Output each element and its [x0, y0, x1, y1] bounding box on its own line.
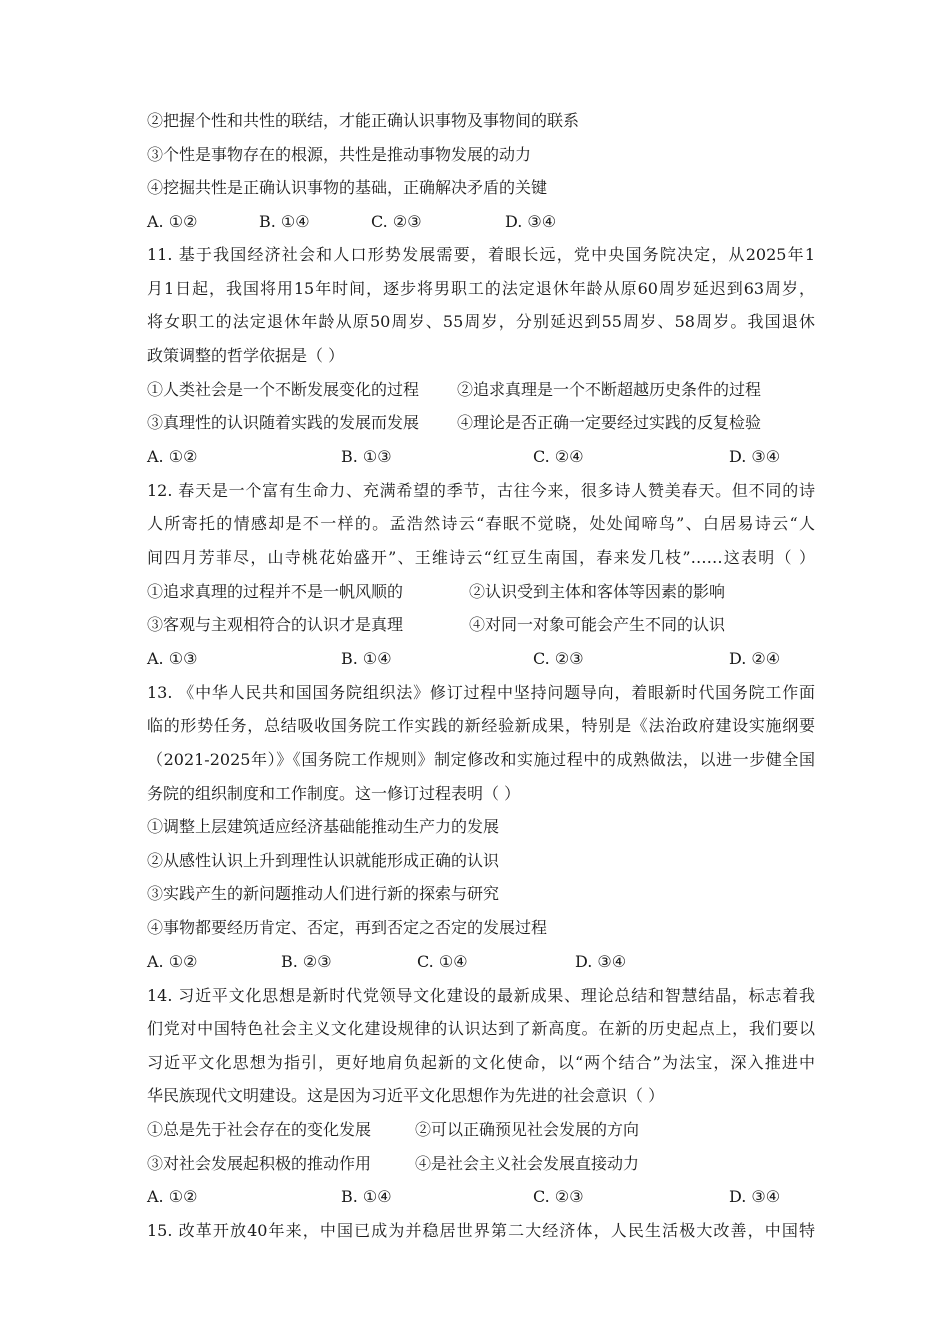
q13-statement-1: ①调整上层建筑适应经济基础能推动生产力的发展	[147, 817, 500, 836]
q12-statement-3: ③客观与主观相符合的认识才是真理	[147, 615, 404, 634]
q14-option-a: A. ①②	[147, 1187, 198, 1206]
q12-option-a: A. ①③	[147, 649, 198, 668]
q10-option-d: D. ③④	[505, 212, 557, 231]
q14-option-b: B. ①④	[341, 1187, 392, 1206]
q13-statement-4: ④事物都要经历肯定、否定，再到否定之否定的发展过程	[147, 918, 548, 937]
q11-option-a: A. ①②	[147, 447, 198, 466]
q10-option-c: C. ②③	[371, 212, 422, 231]
q14-option-c: C. ②③	[533, 1187, 584, 1206]
q12-statement-4: ④对同一对象可能会产生不同的认识	[469, 615, 726, 634]
q11-option-c: C. ②④	[533, 447, 584, 466]
q14-statement-2: ②可以正确预见社会发展的方向	[415, 1120, 640, 1139]
q11-stem-line-3: 将女职工的法定退休年龄从原50周岁、55周岁，分别延迟到55周岁、58周岁。我国退休	[147, 312, 815, 331]
q13-option-d: D. ③④	[575, 952, 627, 971]
q13-stem-line-3: （2021-2025年）》《国务院工作规则》制定修改和实施过程中的成熟做法，以进一步健全国	[147, 750, 815, 769]
q14-stem-line-4: 华民族现代文明建设。这是因为习近平文化思想作为先进的社会意识（ ）	[147, 1086, 665, 1105]
q11-statement-2: ②追求真理是一个不断超越历史条件的过程	[457, 380, 762, 399]
q12-stem-line-2: 人所寄托的情感却是不一样的。孟浩然诗云“春眠不觉晓，处处闻啼鸟”、白居易诗云“人	[147, 514, 815, 533]
q12-statement-1: ①追求真理的过程并不是一帆风顺的	[147, 582, 404, 601]
q10-statement-3: ③个性是事物存在的根源，共性是推动事物发展的动力	[147, 145, 532, 164]
q11-option-b: B. ①③	[341, 447, 392, 466]
q11-option-d: D. ③④	[729, 447, 781, 466]
q14-statement-4: ④是社会主义社会发展直接动力	[415, 1154, 640, 1173]
q11-stem-line-1: 11. 基于我国经济社会和人口形势发展需要，着眼长远，党中央国务院决定，从2025年1	[147, 245, 815, 264]
q14-stem-line-2: 们党对中国特色社会主义文化建设规律的认识达到了新高度。在新的历史起点上，我们要以	[147, 1019, 815, 1038]
q13-stem-line-2: 临的形势任务，总结吸收国务院工作实践的新经验新成果，特别是《法治政府建设实施纲要	[147, 716, 815, 735]
q15-stem-line-1: 15. 改革开放40年来，中国已成为并稳居世界第二大经济体，人民生活极大改善，中国特	[147, 1221, 815, 1240]
q10-option-b: B. ①④	[259, 212, 310, 231]
q14-stem-line-3: 习近平文化思想为指引，更好地肩负起新的文化使命，以“两个结合”为法宝，深入推进中	[147, 1053, 815, 1072]
q13-statement-2: ②从感性认识上升到理性认识就能形成正确的认识	[147, 851, 500, 870]
q13-stem-line-1: 13. 《中华人民共和国国务院组织法》修订过程中坚持问题导向，着眼新时代国务院工作面	[147, 683, 815, 702]
q14-stem-line-1: 14. 习近平文化思想是新时代党领导文化建设的最新成果、理论总结和智慧结晶，标志着我	[147, 986, 815, 1005]
q13-option-a: A. ①②	[147, 952, 198, 971]
q14-statement-3: ③对社会发展起积极的推动作用	[147, 1154, 372, 1173]
q12-option-b: B. ①④	[341, 649, 392, 668]
q14-statement-1: ①总是先于社会存在的变化发展	[147, 1120, 372, 1139]
q11-stem-line-4: 政策调整的哲学依据是（ ）	[147, 346, 345, 365]
q11-stem-line-2: 月1日起，我国将用15年时间，逐步将男职工的法定退休年龄从原60周岁延迟到63周岁，	[147, 279, 815, 298]
q12-statement-2: ②认识受到主体和客体等因素的影响	[469, 582, 726, 601]
q12-option-c: C. ②③	[533, 649, 584, 668]
q14-option-d: D. ③④	[729, 1187, 781, 1206]
q11-statement-1: ①人类社会是一个不断发展变化的过程	[147, 380, 420, 399]
q13-statement-3: ③实践产生的新问题推动人们进行新的探索与研究	[147, 884, 500, 903]
q12-stem-line-1: 12. 春天是一个富有生命力、充满希望的季节，古往今来，很多诗人赞美春天。但不同的诗	[147, 481, 815, 500]
q12-stem-line-3: 间四月芳菲尽，山寺桃花始盛开”、王维诗云“红豆生南国，春来发几枝”……这表明（ ）	[147, 548, 815, 567]
q12-option-d: D. ②④	[729, 649, 781, 668]
q13-stem-line-4: 务院的组织制度和工作制度。这一修订过程表明（ ）	[147, 784, 521, 803]
q11-statement-4: ④理论是否正确一定要经过实践的反复检验	[457, 413, 762, 432]
q11-statement-3: ③真理性的认识随着实践的发展而发展	[147, 413, 420, 432]
q13-option-c: C. ①④	[417, 952, 468, 971]
q13-option-b: B. ②③	[281, 952, 332, 971]
q10-statement-4: ④挖掘共性是正确认识事物的基础，正确解决矛盾的关键	[147, 178, 548, 197]
q10-option-a: A. ①②	[147, 212, 198, 231]
q10-statement-2: ②把握个性和共性的联结，才能正确认识事物及事物间的联系	[147, 111, 580, 130]
